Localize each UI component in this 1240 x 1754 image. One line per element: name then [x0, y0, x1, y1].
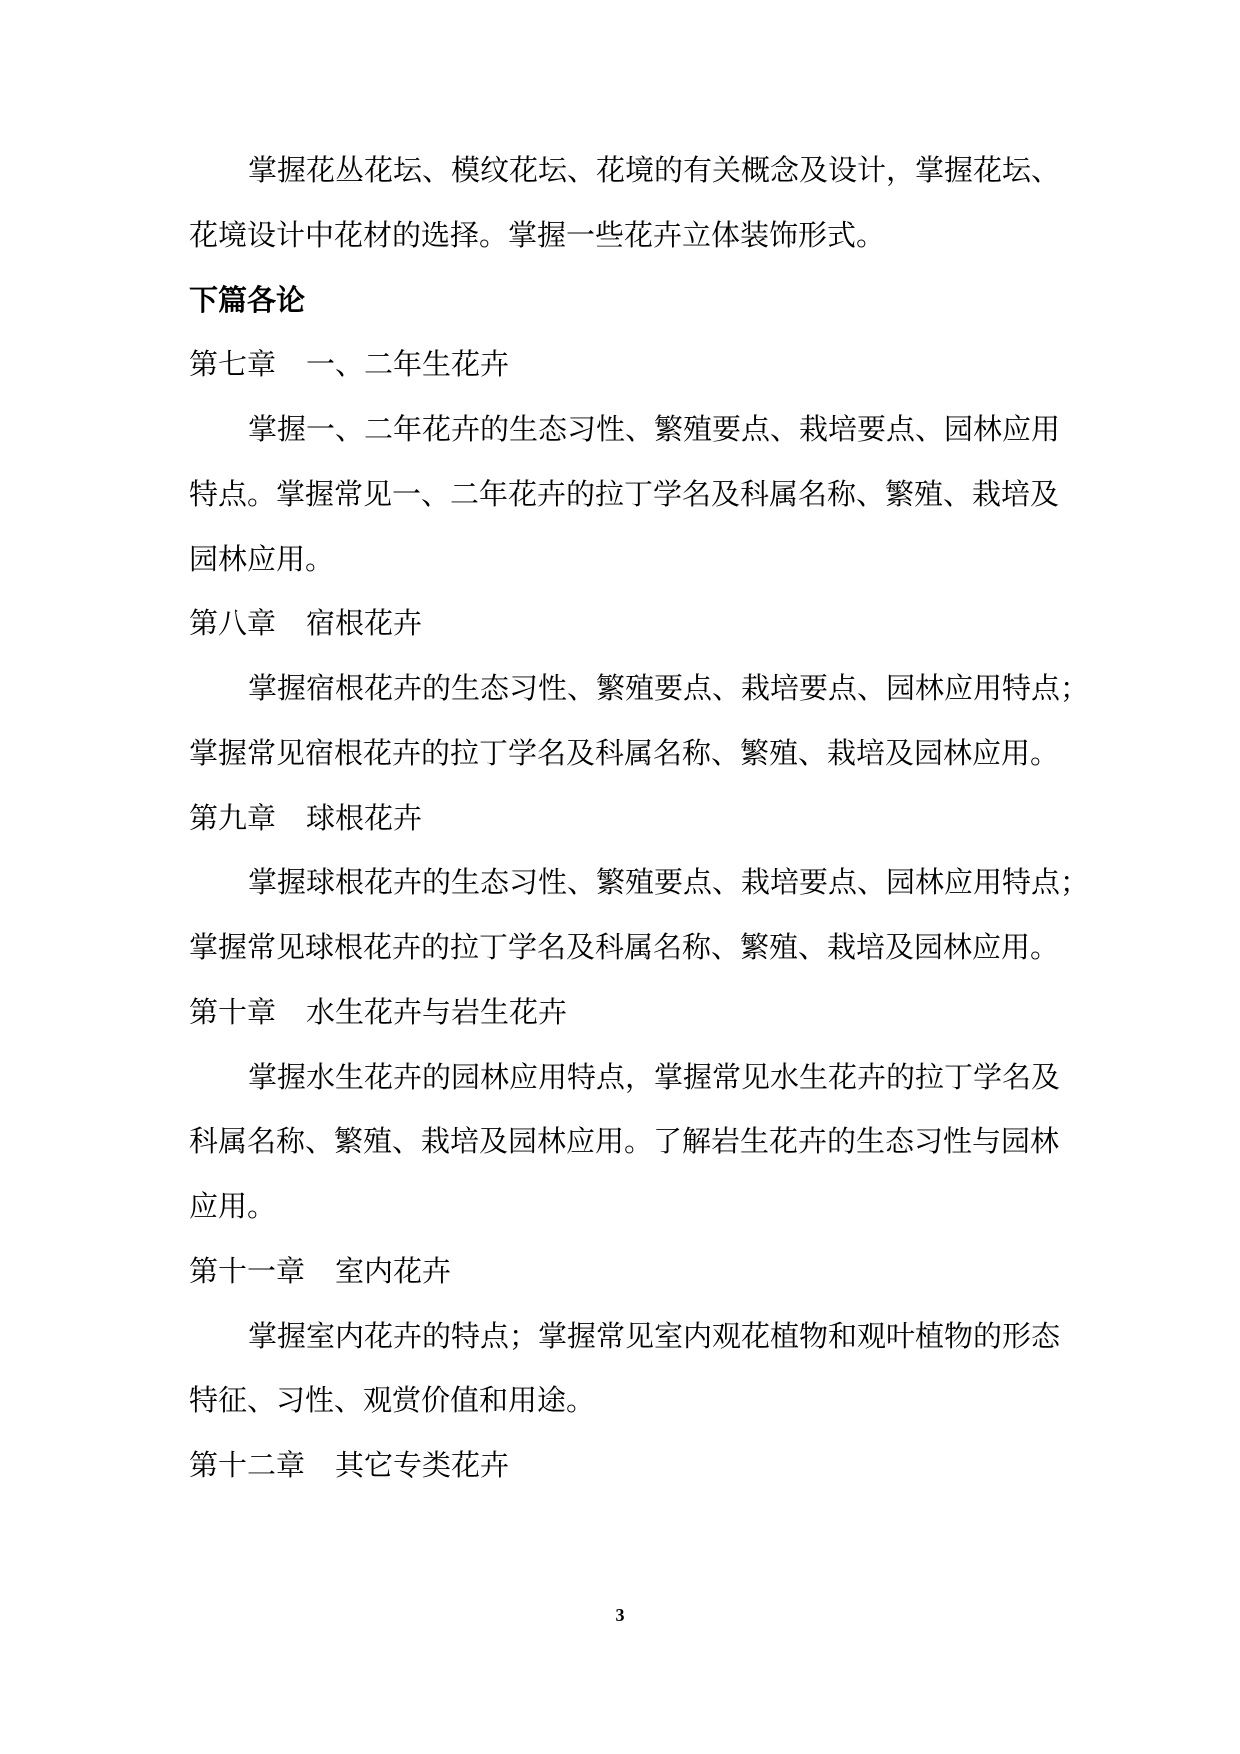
- chapter-title: 球根花卉: [306, 801, 423, 835]
- paragraph-line: 园林应用。: [189, 542, 335, 576]
- paragraph-line: 掌握常见球根花卉的拉丁学名及科属名称、繁殖、栽培及园林应用。: [189, 930, 1060, 964]
- chapter-number: 第九章: [189, 801, 277, 835]
- chapter-number: 第八章: [189, 606, 277, 640]
- chapter-number: 第十章: [189, 995, 277, 1029]
- paragraph-line: 掌握常见宿根花卉的拉丁学名及科属名称、繁殖、栽培及园林应用。: [189, 736, 1060, 770]
- paragraph-line: 花境设计中花材的选择。掌握一些花卉立体装饰形式。: [189, 218, 886, 252]
- chapter-heading-10: [189, 992, 1049, 1032]
- paragraph-line: 特点。掌握常见一、二年花卉的拉丁学名及科属名称、繁殖、栽培及: [189, 477, 1060, 511]
- chapter-title: 一、二年生花卉: [306, 347, 510, 381]
- page-number: 3: [615, 1605, 625, 1625]
- chapter-number: 第十二章: [189, 1448, 306, 1482]
- paragraph-line: 特征、习性、观赏价值和用途。: [189, 1383, 596, 1417]
- paragraph-line: 科属名称、繁殖、栽培及园林应用。了解岩生花卉的生态习性与园林: [189, 1124, 1060, 1158]
- paragraph-line: 掌握花丛花坛、模纹花坛、花境的有关概念及设计，掌握花坛、: [248, 153, 1061, 187]
- chapter-heading-7: [189, 344, 1049, 384]
- chapter-title: 其它专类花卉: [335, 1448, 510, 1482]
- chapter-title: 水生花卉与岩生花卉: [306, 995, 568, 1029]
- chapter-number: 第七章: [189, 347, 277, 381]
- paragraph-line: 应用。: [189, 1189, 277, 1223]
- chapter-title: 室内花卉: [335, 1254, 452, 1288]
- chapter-number: 第十一章: [189, 1254, 306, 1288]
- chapter-heading-8: [189, 603, 1049, 643]
- paragraph-line: 掌握一、二年花卉的生态习性、繁殖要点、栽培要点、园林应用: [248, 412, 1061, 446]
- paragraph-line: 掌握水生花卉的园林应用特点，掌握常见水生花卉的拉丁学名及: [248, 1060, 1061, 1094]
- paragraph-line: 掌握宿根花卉的生态习性、繁殖要点、栽培要点、园林应用特点；: [248, 671, 1090, 705]
- paragraph-line: 掌握室内花卉的特点；掌握常见室内观花植物和观叶植物的形态: [248, 1319, 1061, 1353]
- paragraph-line: 掌握球根花卉的生态习性、繁殖要点、栽培要点、园林应用特点；: [248, 865, 1090, 899]
- chapter-title: 宿根花卉: [306, 606, 423, 640]
- chapter-heading-11: [189, 1251, 1049, 1291]
- section-heading: 下篇各论: [189, 283, 306, 317]
- chapter-heading-9: [189, 798, 1049, 838]
- chapter-heading-12: [189, 1445, 1049, 1485]
